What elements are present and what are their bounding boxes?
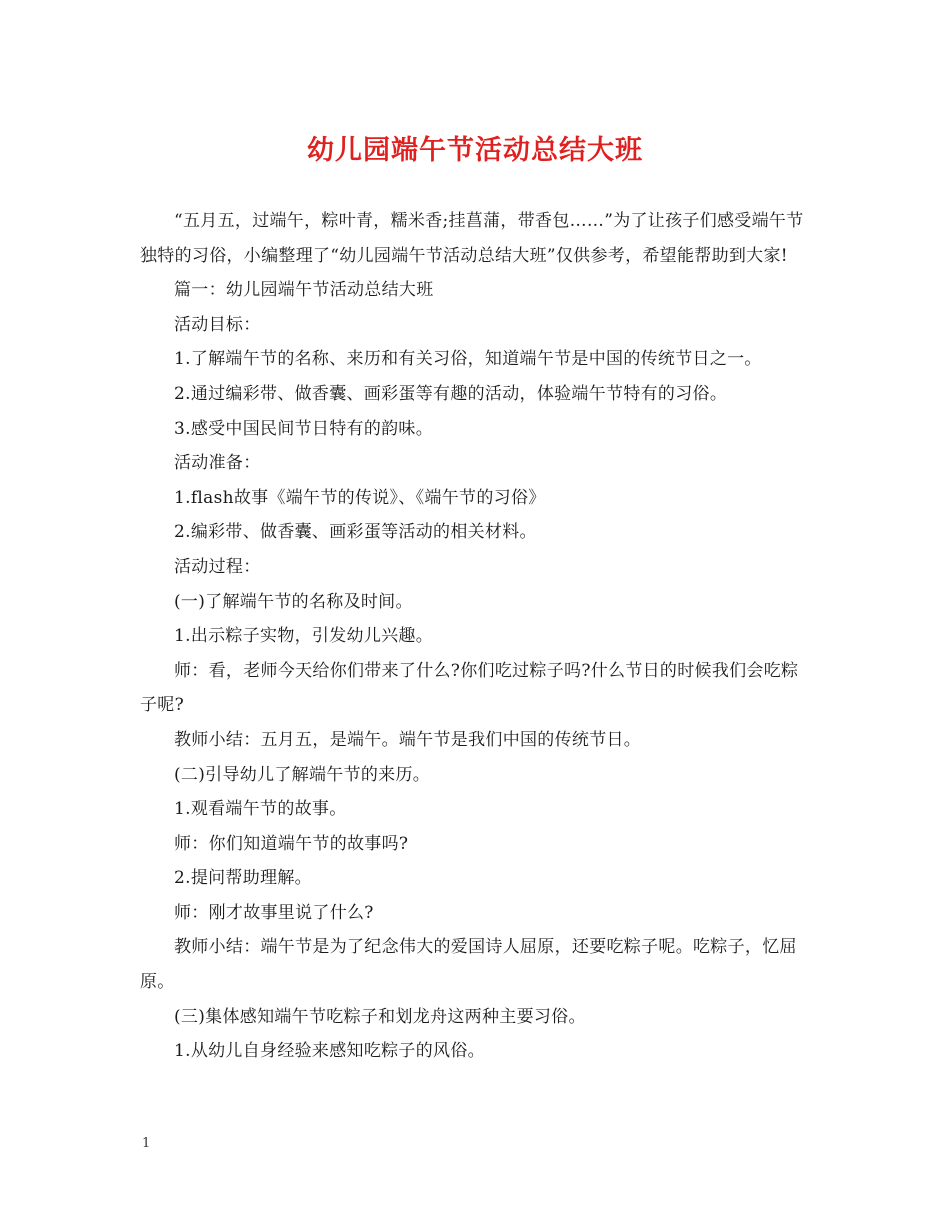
document-title: 幼儿园端午节活动总结大班 — [307, 135, 643, 166]
dialogue-paragraph: 师：你们知道端午节的故事吗? — [174, 833, 409, 854]
intro-paragraph: “五月五，过端午，粽叶青，糯米香;挂菖蒲，带香包……”为了让孩子们感受端午节独特的习俗，小编整理了“幼儿园端午节活动总结大班”仅供参考，希望能帮助到大家! — [140, 211, 804, 266]
section-heading: 篇一：幼儿园端午节活动总结大班 — [174, 280, 434, 301]
summary-paragraph: 教师小结：五月五，是端午。端午节是我们中国的传统节日。 — [174, 729, 642, 750]
list-item: 1.flash故事《端午节的传说》、《端午节的习俗》 — [174, 487, 546, 508]
list-item: 1.了解端午节的名称、来历和有关习俗，知道端午节是中国的传统节日之一。 — [174, 349, 762, 370]
dialogue-paragraph: 师：刚才故事里说了什么? — [174, 902, 374, 923]
dialogue-paragraph: 师：看，老师今天给你们带来了什么?你们吃过粽子吗?什么节日的时候我们会吃粽子呢? — [140, 660, 799, 716]
subheading-goals: 活动目标： — [174, 314, 261, 335]
summary-paragraph: 教师小结：端午节是为了纪念伟大的爱国诗人屈原，还要吃粽子呢。吃粽子，忆屈原。 — [140, 937, 797, 993]
list-item: 2.提问帮助理解。 — [174, 868, 312, 889]
list-item: 1.出示粽子实物，引发幼儿兴趣。 — [174, 626, 434, 647]
list-item: 2.编彩带、做香囊、画彩蛋等活动的相关材料。 — [174, 522, 537, 543]
list-item: 1.观看端午节的故事。 — [174, 799, 347, 820]
subheading-process: 活动过程： — [174, 556, 261, 577]
step-heading: (三)集体感知端午节吃粽子和划龙舟这两种主要习俗。 — [174, 1006, 586, 1027]
list-item: 1.从幼儿自身经验来感知吃粽子的风俗。 — [174, 1041, 485, 1062]
step-heading: (一)了解端午节的名称及时间。 — [174, 591, 413, 612]
page-number: 1 — [142, 1136, 151, 1151]
step-heading: (二)引导幼儿了解端午节的来历。 — [174, 764, 431, 785]
list-item: 3.感受中国民间节日特有的韵味。 — [174, 418, 434, 439]
subheading-preparation: 活动准备： — [174, 453, 261, 474]
list-item: 2.通过编彩带、做香囊、画彩蛋等有趣的活动，体验端午节特有的习俗。 — [174, 383, 728, 404]
document-body — [140, 204, 808, 1069]
